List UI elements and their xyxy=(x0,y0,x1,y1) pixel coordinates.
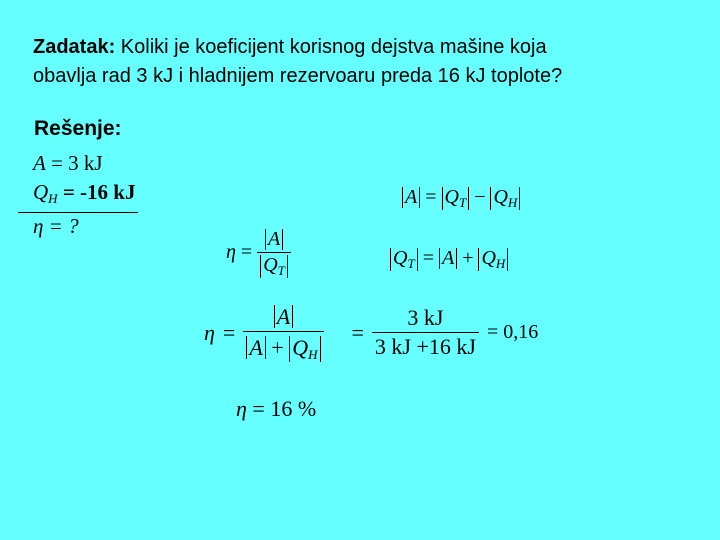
eq4-a2: A xyxy=(249,335,263,360)
given-eta-symbol: η xyxy=(33,214,44,238)
eq4-equals: = xyxy=(222,319,236,345)
final-result xyxy=(236,396,316,422)
final-eta: η xyxy=(236,396,247,421)
eq3-eta: η xyxy=(226,241,236,264)
given-eta-value: = ? xyxy=(43,214,79,238)
eq2-plus: + xyxy=(462,247,474,269)
equation-efficiency-calculation xyxy=(204,304,538,362)
problem-text-line1: Koliki je koeficijent korisnog dejstva mašine koja xyxy=(115,36,547,58)
eq3-q: Q xyxy=(263,254,278,276)
eq4-num-value: 3 kJ xyxy=(407,305,444,331)
eq3-fraction xyxy=(257,228,291,278)
problem-label: Zadatak: xyxy=(33,36,116,58)
eq4-equals2: = xyxy=(351,319,364,345)
given-q-sub: H xyxy=(48,191,58,206)
given-a-symbol: A xyxy=(33,151,46,175)
given-work xyxy=(33,151,103,176)
eq2-q: Q xyxy=(393,247,408,269)
given-q-symbol: Q xyxy=(33,180,49,204)
eq4-result: = 0,16 xyxy=(486,321,539,344)
eq1-q: Q xyxy=(444,186,459,208)
problem-statement xyxy=(33,33,562,91)
equation-abs-work xyxy=(402,186,520,210)
eq4-plus: + xyxy=(271,335,284,360)
eq2-a: A xyxy=(441,247,455,269)
eq1-sub-t: T xyxy=(458,195,467,210)
given-unknown xyxy=(33,214,79,239)
eq4-eta: η xyxy=(204,319,215,345)
eq1-equals: = xyxy=(425,186,437,208)
equation-abs-heat xyxy=(390,247,508,271)
eq3-sub-t: T xyxy=(277,263,285,278)
final-value: = 16 % xyxy=(246,396,317,421)
eq3-a: A xyxy=(267,228,281,250)
given-divider xyxy=(18,212,138,213)
eq2-equals: = xyxy=(422,247,434,269)
given-a-value: = 3 kJ xyxy=(45,151,103,175)
eq2-sub-t: T xyxy=(407,256,415,271)
eq4-sub-h: H xyxy=(308,347,318,362)
eq1-sub-h: H xyxy=(507,195,518,210)
given-heat xyxy=(33,180,135,207)
eq3-equals: = xyxy=(240,241,253,264)
solution-heading: Rešenje: xyxy=(34,117,122,140)
equation-efficiency-definition xyxy=(226,228,291,278)
eq2-sub-h: H xyxy=(495,256,506,271)
eq1-a: A xyxy=(405,186,418,208)
eq4-q: Q xyxy=(292,335,309,360)
eq4-a: A xyxy=(276,304,291,329)
eq1-minus: − xyxy=(474,186,486,208)
eq4-den-value: 3 kJ +16 kJ xyxy=(372,332,479,360)
eq1-q2: Q xyxy=(493,186,508,208)
eq4-fraction-numeric xyxy=(372,305,479,360)
given-q-value: = -16 kJ xyxy=(57,180,136,204)
problem-text-line2: obavlja rad 3 kJ i hladnijem rezervoaru preda 16 kJ toplote? xyxy=(33,65,563,87)
eq2-q2: Q xyxy=(481,247,496,269)
eq4-fraction-symbolic xyxy=(243,304,323,362)
